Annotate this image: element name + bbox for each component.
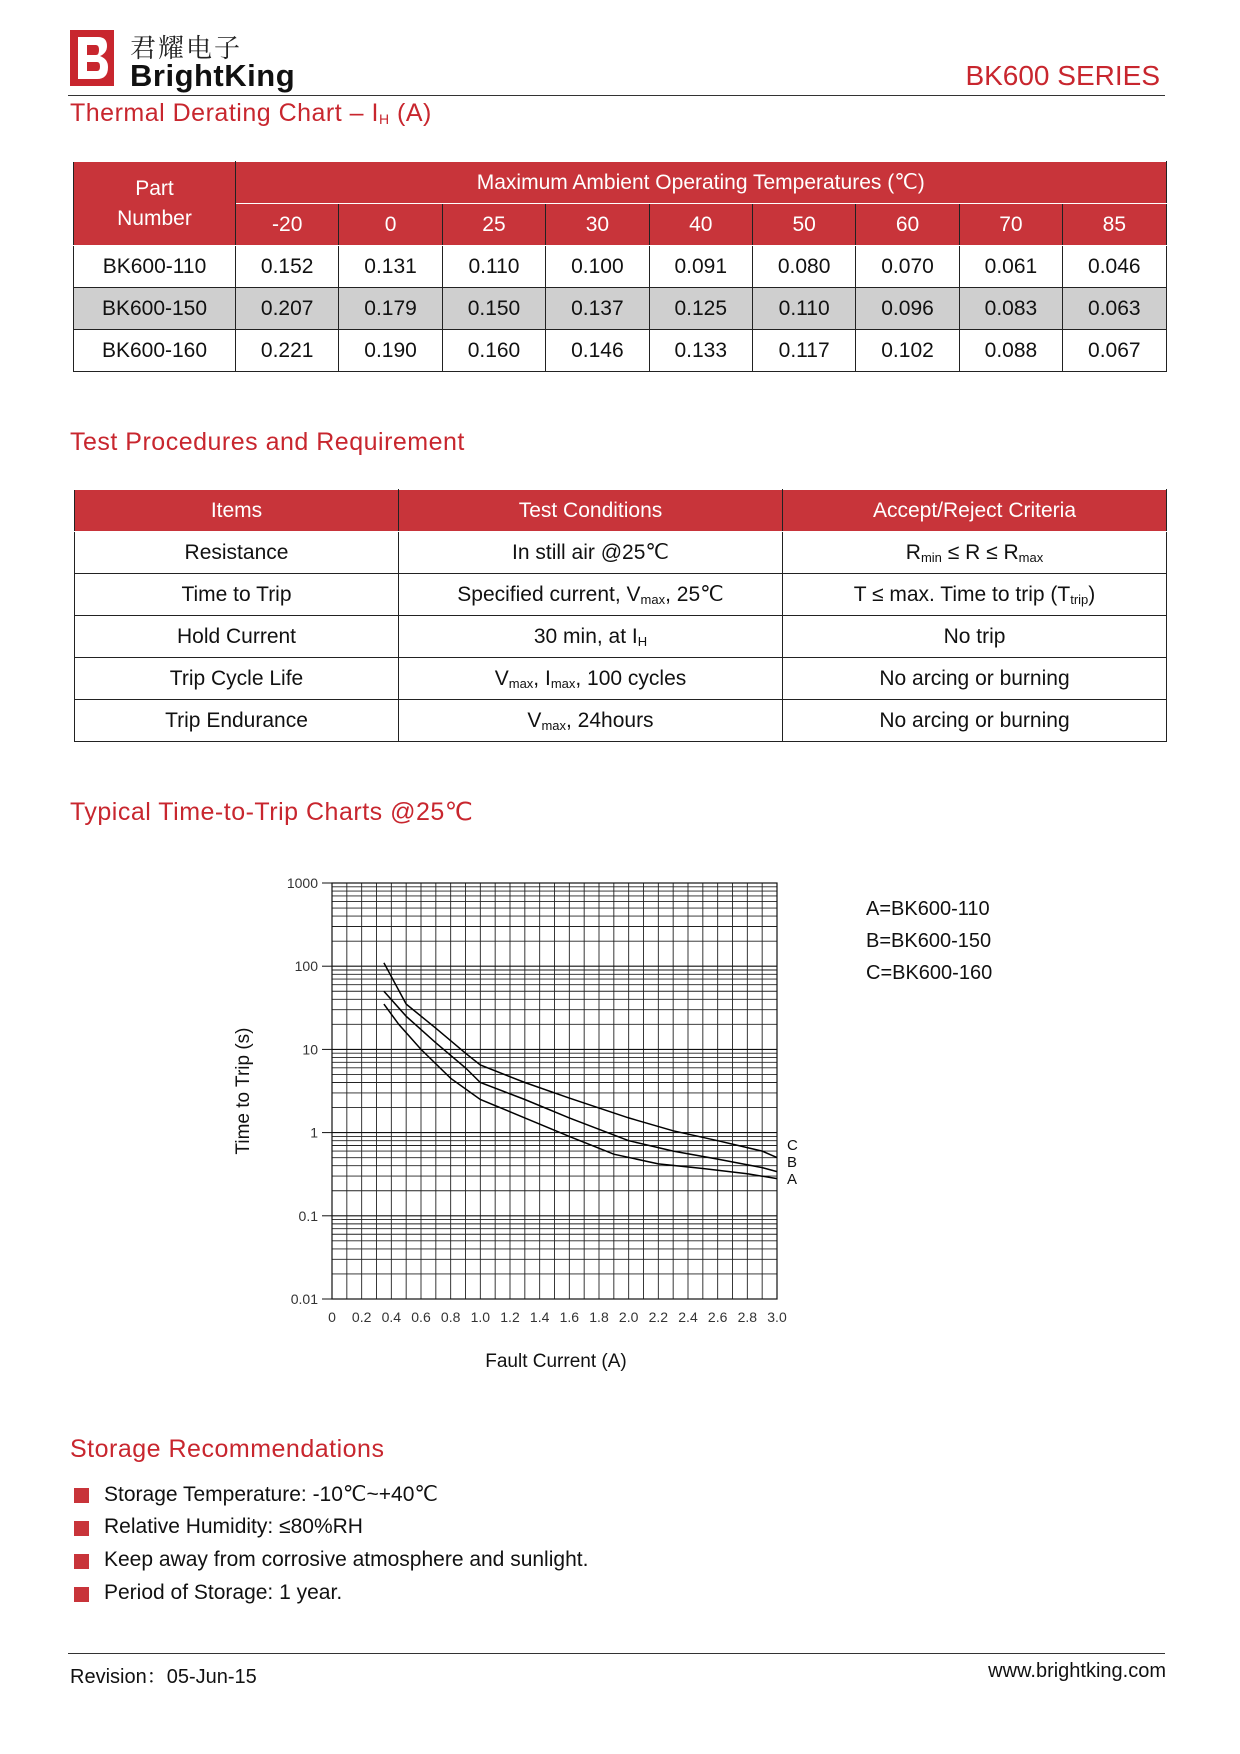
value-cell: 0.137 (546, 288, 649, 330)
x-tick-label: 0.8 (440, 1309, 461, 1325)
criteria-cell: $R_{min} \le R \le R_{max}$ (783, 532, 1167, 574)
x-tick-label: 2.0 (618, 1309, 639, 1325)
value-cell: 0.070 (856, 246, 959, 288)
y-tick-label: 10 (302, 1041, 318, 1058)
value-cell: 0.091 (649, 246, 752, 288)
x-tick-label: 1.2 (500, 1309, 520, 1325)
y-tick-label: 1 (310, 1124, 318, 1141)
value-cell: 0.063 (1063, 288, 1166, 330)
condition-cell: Specified current, $V_{max}$, 25℃ (399, 574, 783, 616)
series-label-a: A (787, 1171, 798, 1188)
value-cell: 0.110 (752, 288, 855, 330)
series-title: BK600 SERIES (965, 60, 1160, 91)
bullet-square-icon (74, 1521, 89, 1536)
part-number-cell: BK600-150 (74, 288, 236, 330)
item-cell: Trip Cycle Life (75, 658, 399, 700)
thermal-derating-title: Thermal Derating Chart – $I_H$ (A) (70, 99, 432, 127)
legend-entry: C=BK600-160 (866, 962, 993, 984)
value-cell: 0.102 (856, 330, 959, 372)
logo-chinese-name: 君耀电子 (130, 34, 243, 64)
legend-entry: B=BK600-150 (866, 930, 992, 952)
x-tick-label: 1.6 (559, 1309, 580, 1325)
temp-header: 25 (442, 204, 545, 246)
chart-grid (332, 883, 777, 1299)
footer-divider (68, 1653, 1165, 1654)
x-tick-label: 0.2 (351, 1309, 372, 1325)
revision-text: Revision：05-Jun-15 (70, 1666, 257, 1688)
condition-cell: In still air @25℃ (399, 532, 783, 574)
value-cell: 0.190 (339, 330, 442, 372)
x-axis (328, 1309, 787, 1325)
x-tick-label: 0 (328, 1309, 336, 1325)
value-cell: 0.150 (442, 288, 545, 330)
item-cell: Time to Trip (75, 574, 399, 616)
value-cell: 0.088 (959, 330, 1062, 372)
x-tick-label: 3.0 (767, 1309, 787, 1325)
value-cell: 0.146 (546, 330, 649, 372)
bullet-square-icon (74, 1554, 89, 1569)
temperature-group-header: Maximum Ambient Operating Temperatures (℃) (236, 162, 1167, 204)
criteria-cell: T ≤ max. Time to trip $(T_{trip})$ (783, 574, 1167, 616)
item-cell: Hold Current (75, 616, 399, 658)
part-number-header: Part Number (74, 162, 236, 246)
temp-header: 60 (856, 204, 959, 246)
x-tick-label: 2.4 (678, 1309, 698, 1325)
value-cell: 0.083 (959, 288, 1062, 330)
condition-cell: 30 min, at $I_H$ (399, 616, 783, 658)
temp-header: 85 (1063, 204, 1166, 246)
bullet-square-icon (74, 1488, 89, 1503)
value-cell: 0.152 (236, 246, 339, 288)
value-cell: 0.100 (546, 246, 649, 288)
criteria-header: Accept/Reject Criteria (783, 490, 1167, 532)
part-number-cell: BK600-110 (74, 246, 236, 288)
temp-header: 70 (959, 204, 1062, 246)
series-lines (384, 963, 798, 1188)
value-cell: 0.131 (339, 246, 442, 288)
trip-chart-title: Typical Time-to-Trip Charts @25℃ (70, 798, 474, 826)
y-tick-label: 0.1 (298, 1207, 318, 1224)
value-cell: 0.160 (442, 330, 545, 372)
temp-header: 40 (649, 204, 752, 246)
criteria-cell: No trip (783, 616, 1167, 658)
storage-title: Storage Recommendations (70, 1435, 385, 1463)
x-tick-label: 2.2 (648, 1309, 669, 1325)
x-tick-label: 2.6 (707, 1309, 728, 1325)
value-cell: 0.133 (649, 330, 752, 372)
x-tick-label: 1.0 (470, 1309, 491, 1325)
temp-header: -20 (236, 204, 339, 246)
test-conditions-header: Test Conditions (399, 490, 783, 532)
criteria-cell: No arcing or burning (783, 658, 1167, 700)
x-tick-label: 1.8 (589, 1309, 609, 1325)
x-tick-label: 0.6 (411, 1309, 431, 1325)
condition-cell: $V_{max}$, 24hours (399, 700, 783, 742)
part-number-cell: BK600-160 (74, 330, 236, 372)
criteria-cell: No arcing or burning (783, 700, 1167, 742)
value-cell: 0.179 (339, 288, 442, 330)
series-label-c: C (787, 1137, 798, 1154)
y-tick-label: 1000 (286, 875, 318, 891)
y-axis (287, 875, 332, 1307)
logo-brand-name: BrightKing (130, 58, 296, 93)
y-tick-label: 0.01 (290, 1291, 318, 1307)
x-tick-label: 2.8 (737, 1309, 758, 1325)
value-cell: 0.096 (856, 288, 959, 330)
value-cell: 0.110 (442, 246, 545, 288)
value-cell: 0.125 (649, 288, 752, 330)
test-procedures-title: Test Procedures and Requirement (70, 428, 465, 456)
item-cell: Trip Endurance (75, 700, 399, 742)
items-header: Items (75, 490, 399, 532)
y-tick-label: 100 (294, 958, 318, 975)
value-cell: 0.067 (1063, 330, 1166, 372)
y-axis-label: Time to Trip (s) (233, 1027, 254, 1155)
legend-entry: A=BK600-110 (866, 898, 990, 920)
item-cell: Resistance (75, 532, 399, 574)
value-cell: 0.117 (752, 330, 855, 372)
temp-header: 30 (546, 204, 649, 246)
x-tick-label: 0.4 (381, 1309, 402, 1325)
website-link[interactable]: www.brightking.com (988, 1660, 1166, 1682)
temp-header: 50 (752, 204, 855, 246)
temp-header: 0 (339, 204, 442, 246)
bullet-square-icon (74, 1587, 89, 1602)
x-axis-label: Fault Current (A) (485, 1351, 627, 1372)
x-tick-label: 1.4 (529, 1309, 550, 1325)
value-cell: 0.221 (236, 330, 339, 372)
value-cell: 0.207 (236, 288, 339, 330)
series-label-b: B (787, 1154, 798, 1171)
value-cell: 0.061 (959, 246, 1062, 288)
value-cell: 0.080 (752, 246, 855, 288)
condition-cell: $V_{max}$, $I_{max}$, 100 cycles (399, 658, 783, 700)
value-cell: 0.046 (1063, 246, 1166, 288)
